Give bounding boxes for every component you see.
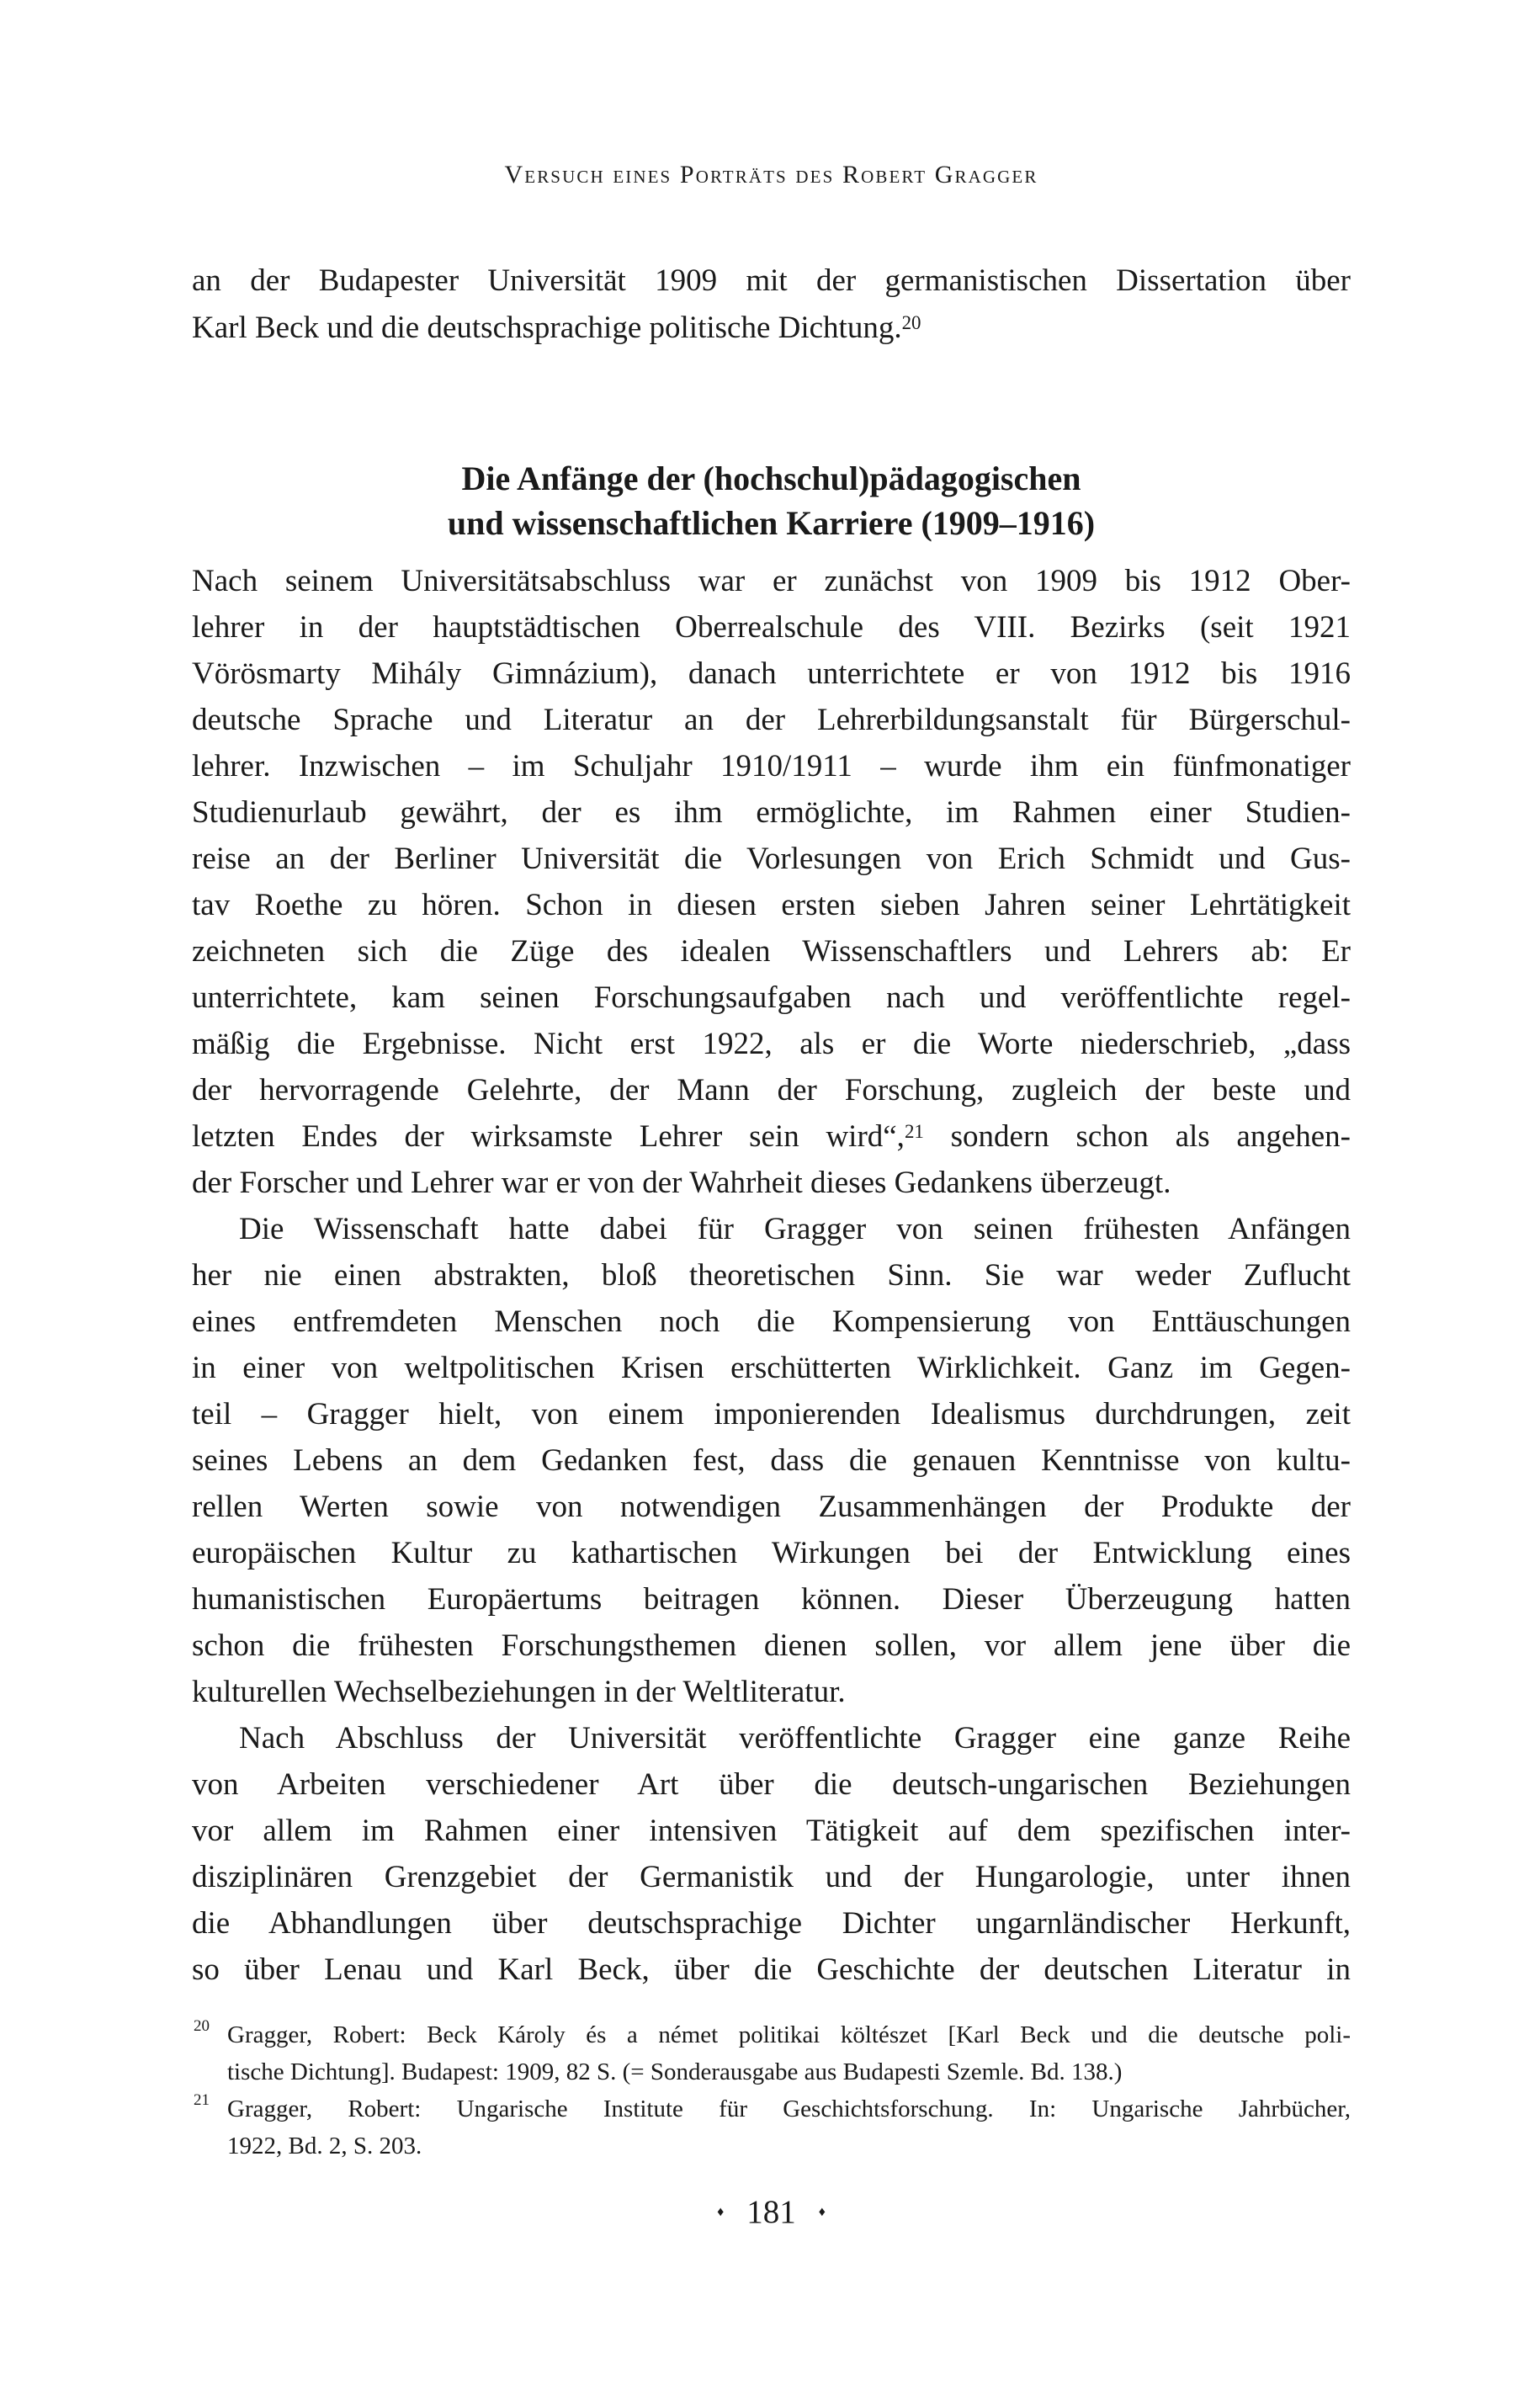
text-line: teil – Gragger hielt, von einem imponierenden Idealismus durchdrungen, zeit xyxy=(192,1397,1351,1432)
text-line: Studienurlaub gewährt, der es ihm ermöglichte, im Rahmen einer Studien- xyxy=(192,795,1351,830)
text-line: mäßig die Ergebnisse. Nicht erst 1922, als er die Worte niederschrieb, „dass xyxy=(192,1027,1351,1061)
text-line: unterrichtete, kam seinen Forschungsaufgaben nach und veröffentlichte regel- xyxy=(192,980,1351,1015)
text-line: lehrer. Inzwischen – im Schuljahr 1910/1911 – wurde ihm ein fünfmonatiger xyxy=(192,749,1351,783)
text-line: an der Budapester Universität 1909 mit der germanistischen Dissertation über xyxy=(192,263,1351,298)
text-line: eines entfremdeten Menschen noch die Kompensierung von Enttäuschungen xyxy=(192,1304,1351,1339)
running-header: Versuch eines Porträts des Robert Gragger xyxy=(504,161,1038,189)
section-heading xyxy=(192,456,1351,545)
page-number: 181 xyxy=(746,2194,796,2230)
text-line: vor allem im Rahmen einer intensiven Tätigkeit auf dem spezifischen inter- xyxy=(192,1814,1351,1848)
text-line: schon die frühesten Forschungsthemen dienen sollen, vor allem jene über die xyxy=(192,1628,1351,1663)
text-line: disziplinären Grenzgebiet der Germanistik und der Hungarologie, unter ihnen xyxy=(192,1860,1351,1894)
text-line: tav Roethe zu hören. Schon in diesen ersten sieben Jahren seiner Lehrtätigkeit xyxy=(192,888,1351,922)
text-line: Vörösmarty Mihály Gimnázium), danach unterrichtete er von 1912 bis 1916 xyxy=(192,656,1351,691)
text-line: tische Dichtung]. Budapest: 1909, 82 S. (= Sonderausgabe aus Budapesti Szemle. Bd. 138.) xyxy=(227,2058,1123,2085)
text-line: humanistischen Europäertums beitragen können. Dieser Überzeugung hatten xyxy=(192,1582,1351,1617)
page-footer xyxy=(192,2193,1351,2232)
text-line: Die Anfänge der (hochschul)pädagogischen xyxy=(461,459,1081,497)
text-line: rellen Werten sowie von notwendigen Zusammenhängen der Produkte der xyxy=(192,1490,1351,1524)
text-line: europäischen Kultur zu kathartischen Wirkungen bei der Entwicklung eines xyxy=(192,1536,1351,1570)
paragraph xyxy=(192,1206,1351,1715)
text-line: zeichneten sich die Züge des idealen Wissenschaftlers und Lehrers ab: Er xyxy=(192,934,1351,969)
footnote: 20 Gragger, Robert: Beck Károly és a német politikai költészet [Karl Beck und die deutsche poli- tische Dichtung]. Budapest: 1909, 82 S. (= Sonderausgabe aus Budapesti Szemle. Bd. 138.) xyxy=(192,2016,1351,2090)
footnote: 21 Gragger, Robert: Ungarische Institute für Geschichtsforschung. In: Ungarische Jahrbücher, 1922, Bd. 2, S. 203. xyxy=(192,2090,1351,2165)
text-line: seines Lebens an dem Gedanken fest, dass die genauen Kenntnisse von kultu- xyxy=(192,1443,1351,1478)
text-line: Karl Beck und die deutschsprachige politische Dichtung.$^{20}$ xyxy=(192,311,921,345)
text-line: deutsche Sprache und Literatur an der Lehrerbildungsanstalt für Bürgerschul- xyxy=(192,703,1351,737)
text-line: der Forscher und Lehrer war er von der Wahrheit dieses Gedankens überzeugt. xyxy=(192,1166,1171,1200)
text-line: Nach Abschluss der Universität veröffentlichte Gragger eine ganze Reihe xyxy=(239,1721,1351,1756)
text-line: Nach seinem Universitätsabschluss war er zunächst von 1909 bis 1912 Ober- xyxy=(192,564,1351,598)
paragraph xyxy=(192,1715,1351,1993)
footnote-ref: 20 xyxy=(901,311,921,333)
text-line: und wissenschaftlichen Karriere (1909–1916) xyxy=(447,504,1096,542)
ornament-diamond-icon: ♦ xyxy=(717,2205,725,2219)
text-line: letzten Endes der wirksamste Lehrer sein wird“,$^{21}$ sondern schon als angehen- xyxy=(192,1119,1351,1154)
text-line: in einer von weltpolitischen Krisen erschütterten Wirklichkeit. Ganz im Gegen- xyxy=(192,1351,1351,1385)
text-line: her nie einen abstrakten, bloß theoretischen Sinn. Sie war weder Zuflucht xyxy=(192,1258,1351,1293)
text-line: reise an der Berliner Universität die Vorlesungen von Erich Schmidt und Gus- xyxy=(192,842,1351,876)
text-line: die Abhandlungen über deutschsprachige Dichter ungarnländischer Herkunft, xyxy=(192,1906,1351,1941)
footnote-ref: 21 xyxy=(904,1120,924,1142)
body-text xyxy=(192,558,1351,1993)
ornament-diamond-icon: ♦ xyxy=(818,2205,826,2219)
text-line: Gragger, Robert: Ungarische Institute für Geschichtsforschung. In: Ungarische Jahrbücher, xyxy=(227,2096,1351,2122)
text-line: kulturellen Wechselbeziehungen in der Weltliteratur. xyxy=(192,1675,846,1709)
intro-paragraph xyxy=(192,258,1351,352)
text-line: Die Wissenschaft hatte dabei für Gragger von seinen frühesten Anfängen xyxy=(239,1212,1351,1246)
text-line: so über Lenau und Karl Beck, über die Geschichte der deutschen Literatur in xyxy=(192,1952,1351,1987)
paragraph xyxy=(192,558,1351,1206)
text-line: von Arbeiten verschiedener Art über die deutsch-ungarischen Beziehungen xyxy=(192,1767,1351,1802)
footnotes xyxy=(192,2016,1351,2165)
text-line: Gragger, Robert: Beck Károly és a német politikai költészet [Karl Beck und die deutsche poli- xyxy=(227,2021,1351,2048)
text-line: der hervorragende Gelehrte, der Mann der Forschung, zugleich der beste und xyxy=(192,1073,1351,1108)
text-line: 1922, Bd. 2, S. 203. xyxy=(227,2133,422,2159)
text-line: lehrer in der hauptstädtischen Oberrealschule des VIII. Bezirks (seit 1921 xyxy=(192,610,1351,645)
